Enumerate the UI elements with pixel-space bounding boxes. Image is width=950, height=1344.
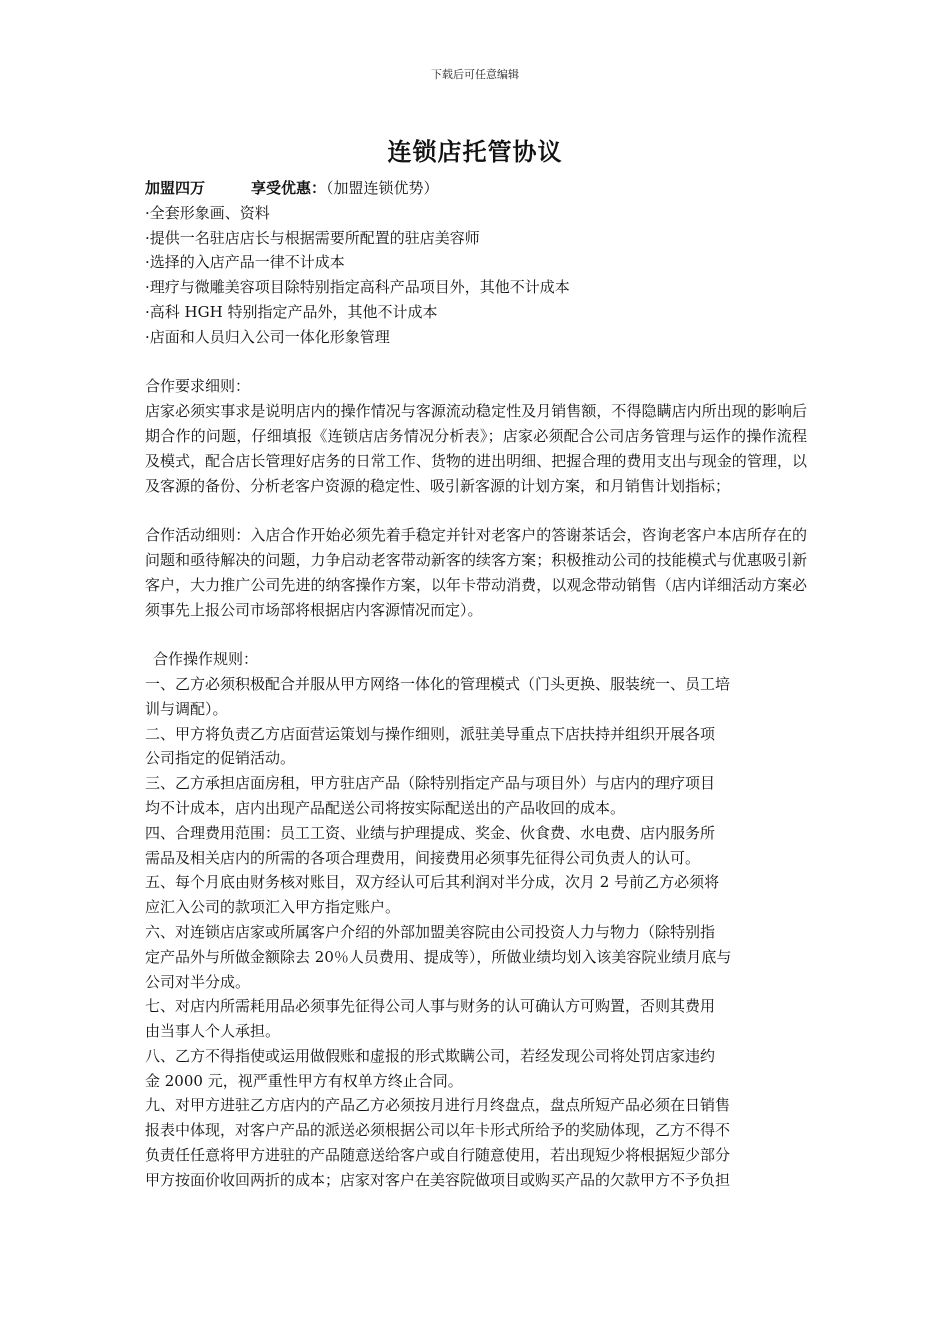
rule-2	[145, 722, 807, 772]
document-title: 连锁店托管协议	[387, 137, 563, 166]
rule-line: 四、合理费用范围：员工工资、业绩与护理提成、奖金、伙食费、水电费、店内服务所	[145, 823, 716, 842]
intro-label-offer: 享受优惠：	[251, 179, 327, 197]
operations-heading: 合作操作规则：	[153, 650, 259, 669]
activities-body: 合作活动细则：入店合作开始必须先着手稳定并针对老客户的答谢茶话会，咨询老客户本店所存在的问题和亟待解决的问题，力争启动老客带动新客的续客方案；积极推动公司的技能模式与优惠吸引新客户，大力推广公司先进的纳客操作方案，以年卡带动消费，以观念带动销售（店内详细活动方案必须事先上报公司市场部将根据店内客源情况而定）。	[145, 526, 807, 619]
rule-line: 定产品外与所做金额除去 20％人员费用、提成等），所做业绩均划入该美容院业绩月底与	[145, 947, 732, 966]
benefit-item: ·提供一名驻店店长与根据需要所配置的驻店美容师	[145, 228, 480, 247]
rule-line: 七、对店内所需耗用品必须事先征得公司人事与财务的认可确认方可购置，否则其费用	[145, 997, 716, 1016]
rule-line: 训与调配）。	[145, 699, 228, 718]
benefit-item: ·全套形象画、资料	[145, 203, 270, 222]
rule-line: 均不计成本，店内出现产品配送公司将按实际配送出的产品收回的成本。	[145, 798, 626, 817]
benefit-item: ·理疗与微雕美容项目除特别指定高科产品项目外，其他不计成本	[145, 278, 570, 297]
intro-label-advantage: （加盟连锁优势）	[326, 179, 439, 197]
rule-4	[145, 821, 807, 871]
rule-line: 八、乙方不得指使或运用做假账和虚报的形式欺瞒公司，若经发现公司将处罚店家违约	[145, 1046, 716, 1065]
rule-line: 九、对甲方进驻乙方店内的产品乙方必须按月进行月终盘点，盘点所短产品必须在日销售	[145, 1096, 731, 1115]
intro-line	[145, 176, 807, 201]
document-body	[145, 176, 807, 1193]
rule-6	[145, 920, 807, 994]
rule-line: 二、甲方将负责乙方店面营运策划与操作细则，派驻美导重点下店扶持并组织开展各项	[145, 724, 716, 743]
rule-line: 三、乙方承担店面房租，甲方驻店产品（除特别指定产品与项目外）与店内的理疗项目	[145, 774, 716, 793]
rule-line: 公司对半分成。	[145, 972, 251, 991]
rule-line: 报表中体现，对客户产品的派送必须根据公司以年卡形式所给予的奖励体现，乙方不得不	[145, 1121, 731, 1140]
rule-7	[145, 994, 807, 1044]
rule-8	[145, 1044, 807, 1094]
intro-label-fee: 加盟四万	[145, 179, 206, 197]
benefit-item: ·高科 HGH 特别指定产品外，其他不计成本	[145, 302, 438, 321]
rule-line: 公司指定的促销活动。	[145, 749, 296, 768]
rule-line: 五、每个月底由财务核对账目，双方经认可后其利润对半分成，次月 2 号前乙方必须将	[145, 873, 720, 892]
rule-1	[145, 672, 807, 722]
rule-line: 需品及相关店内的所需的各项合理费用，间接费用必须事先征得公司负责人的认可。	[145, 848, 701, 867]
rule-line: 金 2000 元，视严重性甲方有权单方终止合同。	[145, 1071, 463, 1090]
rule-line: 六、对连锁店店家或所属客户介绍的外部加盟美容院由公司投资人力与物力（除特别指	[145, 922, 716, 941]
rule-line: 应汇入公司的款项汇入甲方指定账户。	[145, 898, 401, 917]
rule-9	[145, 1093, 807, 1192]
rule-line: 一、乙方必须积极配合并服从甲方网络一体化的管理模式（门头更换、服装统一、员工培	[145, 674, 731, 693]
rule-3	[145, 771, 807, 821]
benefit-item: ·选择的入店产品一律不计成本	[145, 253, 345, 272]
rule-line: 甲方按面价收回两折的成本；店家对客户在美容院做项目或购买产品的欠款甲方不予负担	[145, 1170, 731, 1189]
requirements-heading: 合作要求细则：	[145, 377, 251, 396]
rule-5	[145, 870, 807, 920]
header-note: 下载后可任意编辑	[431, 68, 519, 81]
requirements-body: 店家必须实事求是说明店内的操作情况与客源流动稳定性及月销售额，不得隐瞒店内所出现的影响后期合作的问题，仔细填报《连锁店店务情况分析表》；店家必须配合公司店务管理与运作的操作流程及模式，配合店长管理好店务的日常工作、货物的进出明细、把握合理的费用支出与现金的管理，以及客源的备份、分析老客户资源的稳定性、吸引新客源的计划方案，和月销售计划指标；	[145, 402, 807, 495]
benefit-item: ·店面和人员归入公司一体化形象管理	[145, 327, 390, 346]
rule-line: 负责任任意将甲方进驻的产品随意送给客户或自行随意使用，若出现短少将根据短少部分	[145, 1146, 731, 1165]
rule-line: 由当事人个人承担。	[145, 1022, 281, 1041]
